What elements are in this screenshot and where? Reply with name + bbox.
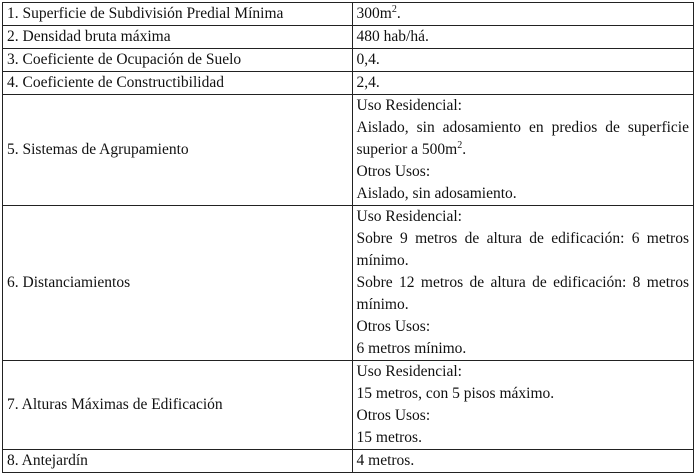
table-row [3,72,694,95]
value-text: Aislado, sin adosamiento en predios de superficie superior a 500m [356,119,689,158]
row-value [352,361,693,450]
value-text: 300m [356,5,392,22]
row-value: 4 metros. [352,450,693,473]
table-row [3,361,694,450]
value-line: Otros Usos: [356,163,431,180]
row-value: 480 hab/há. [352,26,693,49]
table-row [3,206,694,361]
value-line: 6 metros mínimo. [356,340,467,357]
value-line: Otros Usos: [356,407,431,424]
table-row [3,450,694,473]
row-value: 2,4. [352,72,693,95]
value-line: Uso Residencial: [356,208,462,225]
value-line: 15 metros, con 5 pisos máximo. [356,385,555,402]
value-line: Otros Usos: [356,318,431,335]
row-value [352,3,693,26]
table-row [3,3,694,26]
zoning-norms-table [2,2,694,473]
row-value [352,206,693,361]
value-line: Sobre 12 metros de altura de edificación: 8 metros mínimo. [356,274,689,313]
value-line: Uso Residencial: [356,363,462,380]
value-line [357,117,689,161]
row-label: 7. Alturas Máximas de Edificación [3,361,353,450]
row-label: 5. Sistemas de Agrupamiento [3,95,353,206]
row-label: 1. Superficie de Subdivisión Predial Mínima [3,3,353,26]
row-value: 0,4. [352,49,693,72]
value-line: Uso Residencial: [356,97,462,114]
value-line: Aislado, sin adosamiento. [356,185,517,202]
row-label: 8. Antejardín [3,450,353,473]
value-line: 15 metros. [356,429,422,446]
table-row [3,26,694,49]
value-line: Sobre 9 metros de altura de edificación: 6 metros mínimo. [356,230,689,269]
row-value [352,95,693,206]
row-label: 4. Coeficiente de Constructibilidad [3,72,353,95]
row-label: 3. Coeficiente de Ocupación de Suelo [3,49,353,72]
table-row [3,49,694,72]
value-text-end: . [462,141,467,158]
table-row [3,95,694,206]
value-text-end: . [396,5,401,22]
superscript: 2 [391,3,397,15]
superscript: 2 [457,139,463,151]
row-label: 2. Densidad bruta máxima [3,26,353,49]
row-label: 6. Distanciamientos [3,206,353,361]
